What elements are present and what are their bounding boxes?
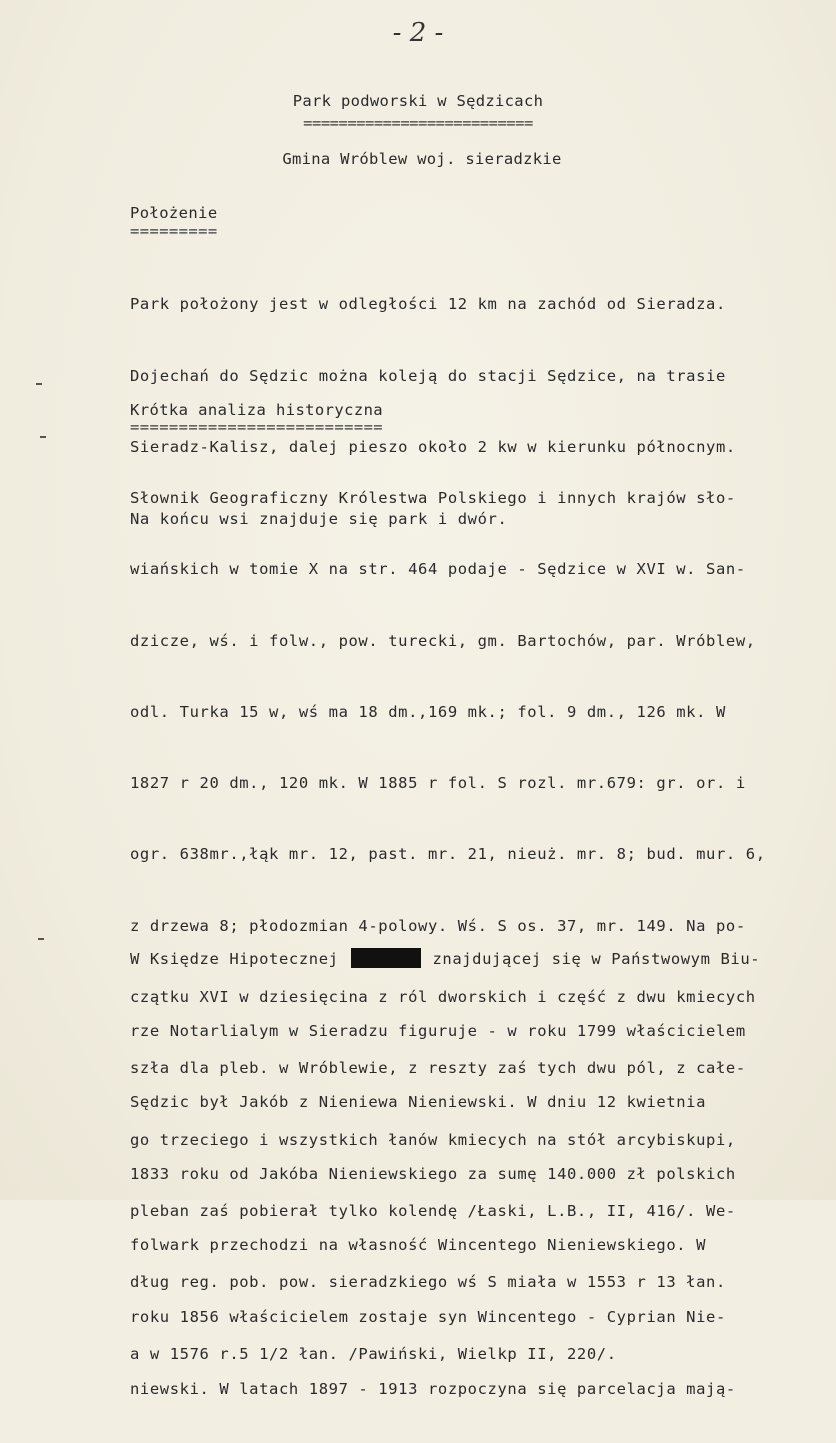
text-line: dzicze, wś. i folw., pow. turecki, gm. Bartochów, par. Wróblew,	[130, 631, 756, 650]
text-line: folwark przechodzi na własność Wincentego Nieniewskiego. W	[130, 1236, 707, 1255]
text-line: czątku XVI w dziesięcina z ról dworskich i część z dwu kmiecych	[130, 988, 756, 1007]
text-line: ogr. 638mr.,łąk mr. 12, past. mr. 21, nieuż. mr. 8; bud. mur. 6,	[130, 845, 766, 864]
text-line: Sędzic był Jakób z Nieniewa Nieniewski. W dniu 12 kwietnia	[130, 1093, 707, 1112]
margin-mark	[40, 436, 46, 438]
text-line	[130, 942, 830, 978]
text-line: Sieradz-Kalisz, dalej pieszo około 2 kw w kierunku północnym.	[130, 438, 736, 457]
text-line: niewski. W latach 1897 - 1913 rozpoczyna się parcelacja mają-	[130, 1379, 736, 1398]
text-fragment: znajdującej się w Państwowym Biu-	[432, 950, 761, 968]
text-line: Park położony jest w odległości 12 km na zachód od Sieradza.	[130, 295, 726, 313]
section-heading-location: Położenie	[130, 204, 218, 222]
text-line: rze Notarlialym w Sieradzu figuruje - w roku 1799 właścicielem	[130, 1021, 746, 1040]
text-line: pleban zaś pobierał tylko kolendę /Łaski, L.B., II, 416/. We-	[130, 1201, 736, 1220]
document-title: Park podworski w Sędzicach	[292, 92, 544, 110]
text-line: Słownik Geograficzny Królestwa Polskiego i innych krajów sło-	[130, 489, 736, 507]
section-heading-underline: ==========================	[130, 418, 384, 436]
text-line: Dojechań do Sędzic można koleją do stacji Sędzice, na trasie	[130, 366, 726, 385]
text-line: 1827 r 20 dm., 120 mk. W 1885 r fol. S rozl. mr.679: gr. or. i	[130, 774, 746, 793]
text-line: wiańskich w tomie X na str. 464 podaje - Sędzice w XVI w. San-	[130, 560, 746, 579]
text-line: dług reg. pob. pow. sieradzkiego wś S miała w 1553 r 13 łan.	[130, 1273, 726, 1292]
text-line: szła dla pleb. w Wróblewie, z reszty zaś tych dwu pól, z całe-	[130, 1059, 746, 1078]
text-line: a w 1576 r.5 1/2 łan. /Pawiński, Wielkp II, 220/.	[130, 1344, 617, 1363]
title-underline: ==========================	[303, 114, 533, 132]
section-heading-history: Krótka analiza historyczna	[130, 401, 384, 419]
text-line: odl. Turka 15 w, wś ma 18 dm.,169 mk.; fol. 9 dm., 126 mk. W	[130, 702, 726, 721]
text-line: roku 1856 właścicielem zostaje syn Wincentego - Cyprian Nie-	[130, 1307, 726, 1326]
text-line: 1833 roku od Jakóba Nieniewskiego za sumę 140.000 zł polskich	[130, 1164, 736, 1183]
section-heading-underline: =========	[130, 222, 218, 240]
margin-mark	[36, 383, 42, 385]
text-line: z drzewa 8; płodozmian 4-polowy. Wś. S os. 37, mr. 149. Na po-	[130, 916, 746, 935]
margin-mark	[38, 938, 44, 940]
text-line: Na końcu wsi znajduje się park i dwór.	[130, 509, 508, 528]
mortgage-paragraph	[130, 906, 830, 1443]
redaction-block	[351, 948, 421, 968]
page-number: - 2 -	[392, 18, 444, 48]
text-line: go trzeciego i wszystkich łanów kmiecych na stół arcybiskupi,	[130, 1130, 736, 1149]
text-fragment: W Księdze Hipotecznej	[130, 950, 339, 968]
document-subtitle: Gmina Wróblew woj. sieradzkie	[282, 150, 562, 168]
